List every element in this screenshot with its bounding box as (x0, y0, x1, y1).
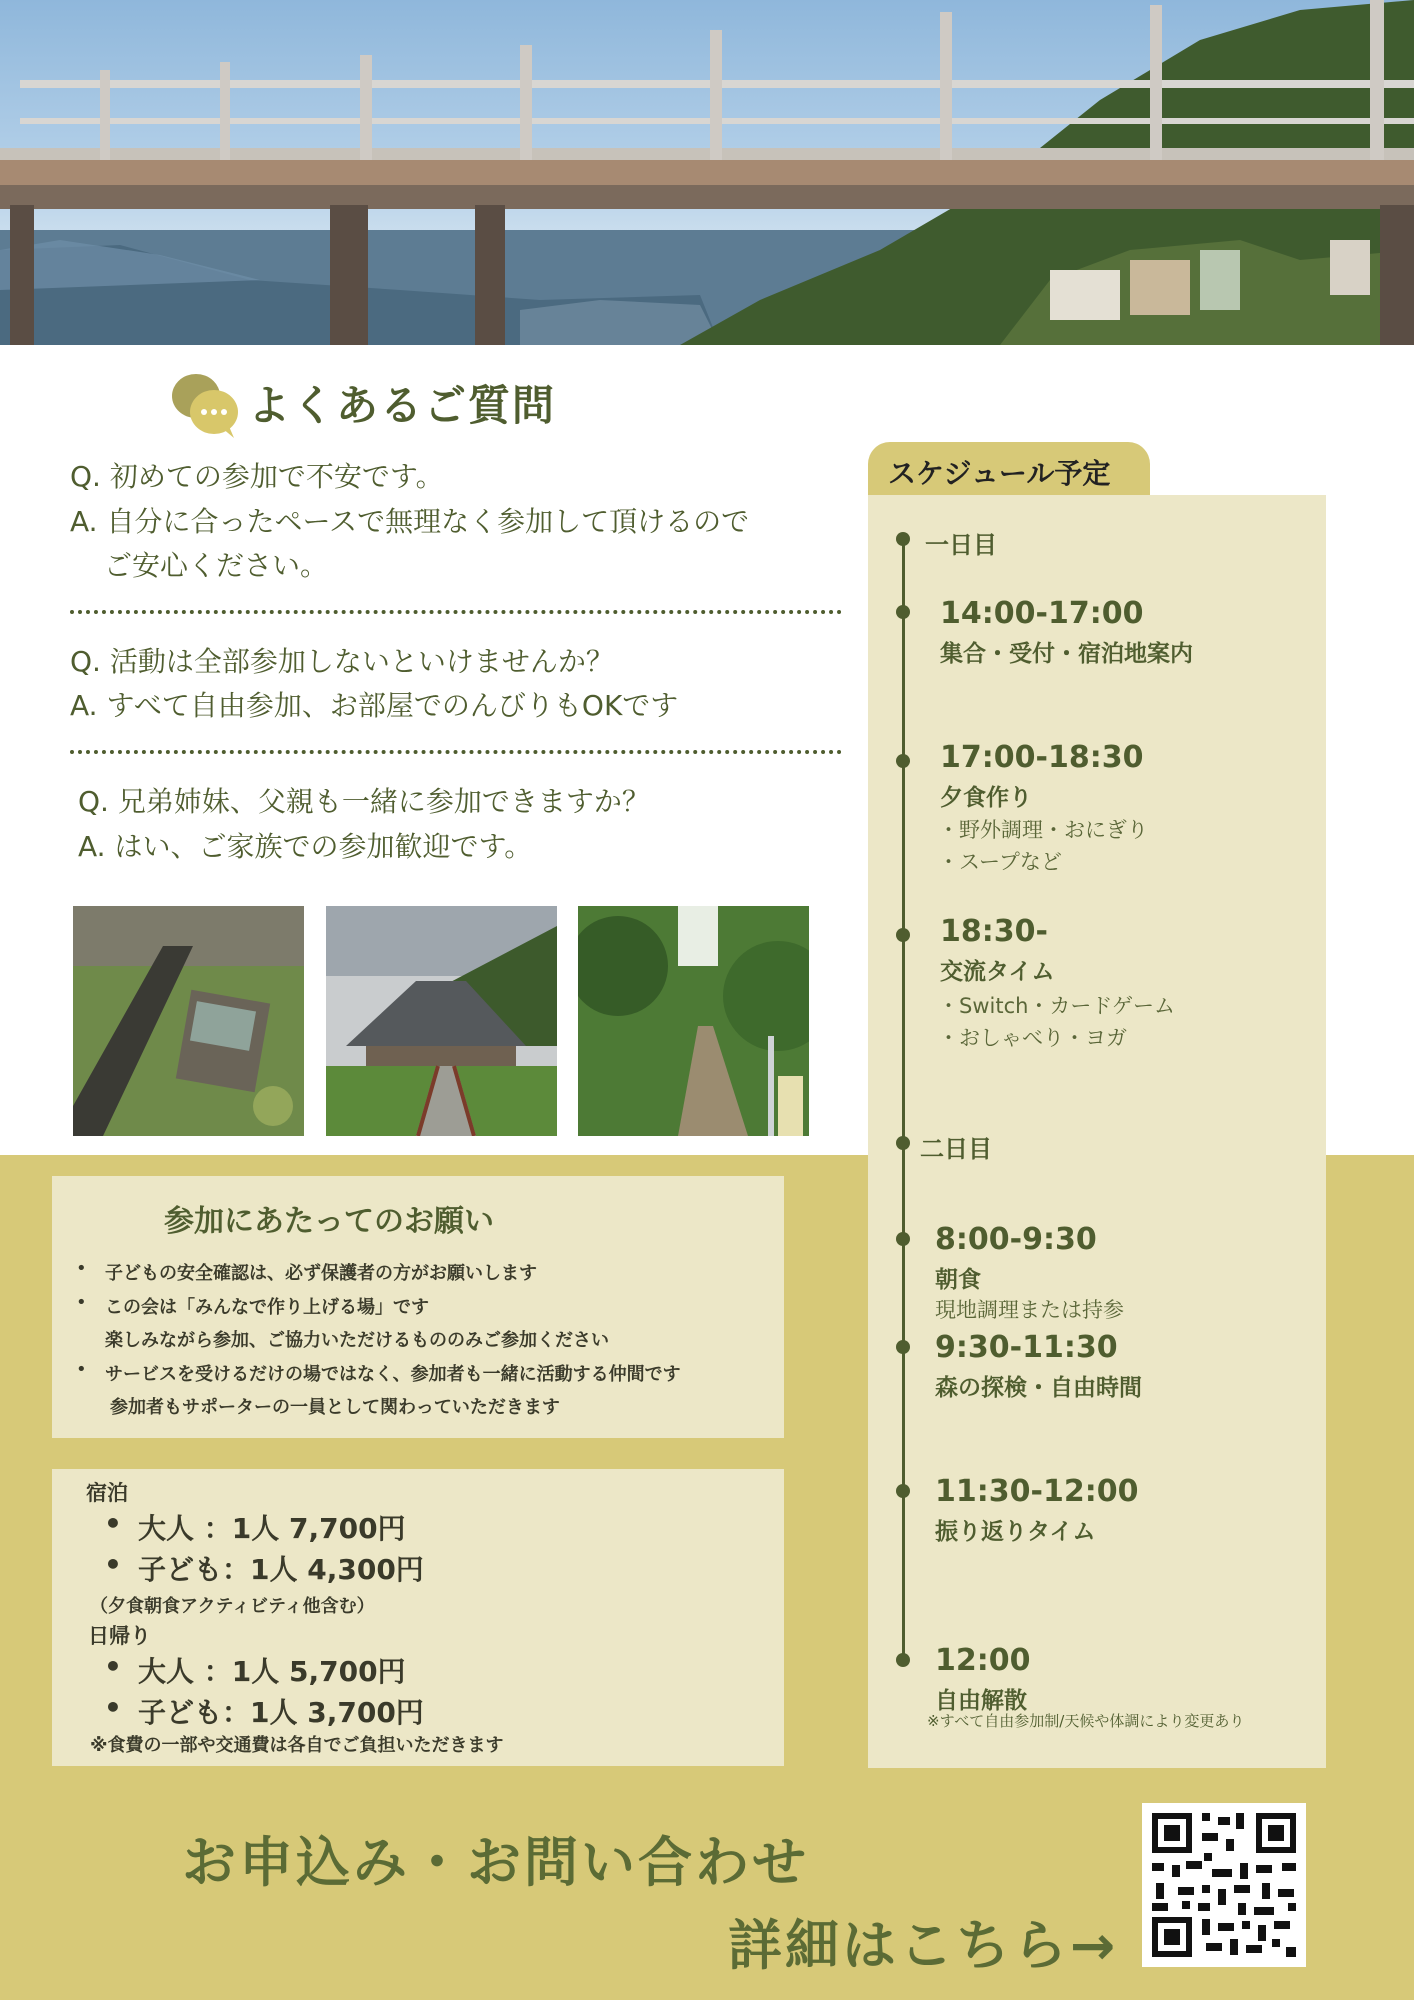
schedule-detail: ・スープなど (938, 850, 1062, 874)
schedule-activity: 集合・受付・宿泊地案内 (940, 641, 1193, 667)
schedule-detail: ・おしゃべり・ヨガ (938, 1026, 1127, 1050)
schedule-activity: 朝食 (935, 1267, 981, 1293)
timeline-dot (896, 605, 910, 619)
price-day-child: 子ども：1人 3,700円 (138, 1696, 424, 1729)
notice-line: 参加者もサポーターの一員として関わっていただきます (110, 1397, 560, 1418)
timeline-dot (896, 1340, 910, 1354)
schedule-time: 9:30-11:30 (935, 1330, 1118, 1365)
bridge-photo (0, 0, 1414, 345)
hero-photo (0, 0, 1414, 345)
faq-answer-2: A. すべて自由参加、お部屋でのんびりもOKです (70, 689, 679, 722)
price-day-adult: 大人 ：1人 5,700円 (138, 1655, 406, 1688)
schedule-activity: 交流タイム (940, 959, 1055, 985)
schedule-activity: 自由解散 (935, 1688, 1027, 1714)
timeline-dot (896, 1653, 910, 1667)
price-footnote: ※食費の一部や交通費は各自でご負担いただきます (90, 1735, 504, 1756)
day-2-label: 二日目 (920, 1135, 992, 1163)
price-day-label: 日帰り (88, 1624, 151, 1648)
details-link[interactable]: 詳細はこちら→ (728, 1914, 1119, 1977)
qr-code-icon (1142, 1803, 1306, 1967)
bullet-dot: • (76, 1292, 87, 1313)
faq-divider (70, 750, 842, 754)
schedule-detail: ・野外調理・おにぎり (938, 818, 1148, 842)
notice-line: 子どもの安全確認は、必ず保護者の方がお願いします (105, 1263, 537, 1284)
photo-stream (73, 906, 304, 1136)
schedule-detail: 現地調理または持参 (935, 1298, 1124, 1322)
faq-answer-1-cont: ご安心ください。 (104, 549, 329, 582)
notice-line: この会は「みんなで作り上げる場」です (105, 1297, 429, 1318)
speech-bubbles-icon (168, 368, 244, 440)
faq-question-1: Q. 初めての参加で不安です。 (70, 460, 444, 493)
faq-question-2: Q. 活動は全部参加しないといけませんか？ (70, 645, 614, 678)
schedule-time: 14:00-17:00 (940, 596, 1144, 631)
contact-heading: お申込み・お問い合わせ (182, 1831, 809, 1894)
timeline-dot (896, 928, 910, 942)
faq-divider (70, 610, 842, 614)
timeline-dot (896, 532, 910, 546)
faq-answer-1: A. 自分に合ったペースで無理なく参加して頂けるので (70, 505, 750, 538)
qr-code[interactable] (1142, 1803, 1306, 1967)
schedule-activity: 振り返りタイム (935, 1519, 1096, 1545)
bullet-dot: • (104, 1507, 122, 1540)
bullet-dot: • (76, 1359, 87, 1380)
schedule-note: ※すべて自由参加制/天候や体調により変更あり (927, 1712, 1245, 1730)
photo-house (326, 906, 557, 1136)
schedule-time: 11:30-12:00 (935, 1474, 1139, 1509)
notice-line: サービスを受けるだけの場ではなく、参加者も一緒に活動する仲間です (105, 1364, 681, 1385)
bullet-dot: • (104, 1548, 122, 1581)
timeline-dot (896, 1136, 910, 1150)
faq-question-3: Q. 兄弟姉妹、父親も一緒に参加できますか？ (78, 785, 650, 818)
timeline-dot (896, 1232, 910, 1246)
price-stay-child: 子ども：1人 4,300円 (138, 1553, 424, 1586)
schedule-activity: 夕食作り (940, 785, 1032, 811)
timeline-dot (896, 754, 910, 768)
price-stay-adult: 大人 ：1人 7,700円 (138, 1512, 406, 1545)
notice-title: 参加にあたってのお願い (164, 1204, 494, 1239)
photo-forest-path (578, 906, 809, 1136)
notice-line: 楽しみながら参加、ご協力いただけるもののみご参加ください (105, 1330, 609, 1351)
price-stay-note: （夕食朝食アクティビティ他含む） (90, 1596, 375, 1617)
schedule-time: 18:30- (940, 914, 1048, 949)
day-1-label: 一日目 (925, 531, 997, 559)
schedule-time: 12:00 (935, 1643, 1031, 1678)
schedule-time: 8:00-9:30 (935, 1222, 1097, 1257)
bullet-dot: • (104, 1691, 122, 1724)
schedule-detail: ・Switch・カードゲーム (938, 994, 1176, 1018)
schedule-activity: 森の探検・自由時間 (935, 1375, 1142, 1401)
bullet-dot: • (76, 1258, 87, 1279)
faq-answer-3: A. はい、ご家族での参加歓迎です。 (78, 830, 533, 863)
bullet-dot: • (104, 1650, 122, 1683)
schedule-tab-label: スケジュール予定 (888, 457, 1111, 490)
schedule-time: 17:00-18:30 (940, 740, 1144, 775)
price-stay-label: 宿泊 (86, 1481, 128, 1505)
faq-title: よくあるご質問 (248, 381, 557, 430)
timeline-dot (896, 1484, 910, 1498)
